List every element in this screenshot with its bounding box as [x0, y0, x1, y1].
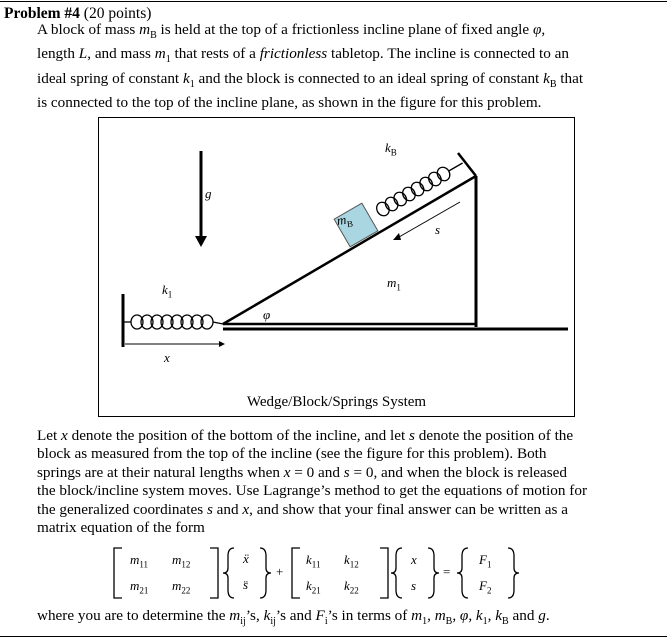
body-line-5: the generalized coordinates s and x, and show that your final answer can be written as a	[37, 500, 568, 518]
equals-sign: =	[443, 564, 451, 579]
body-line-2: block as measured from the top of the incline (see the figure for this problem). Both	[37, 445, 547, 463]
label-s: s	[435, 222, 441, 237]
spring-k1	[123, 315, 223, 329]
matrix-equation	[110, 544, 590, 602]
intro-line-3: ideal spring of constant $k_1$ and the block is connected to an ideal spring of constant $k_B$ that	[37, 69, 584, 90]
problem-body	[37, 427, 661, 537]
problem-intro	[37, 21, 661, 113]
s-displacement-arrow	[393, 202, 460, 240]
body-line-1: Let x denote the position of the bottom of the incline, and let s denote the position of the	[37, 427, 574, 444]
F1-cell: $F_1$	[479, 552, 492, 570]
label-kB: $k_B$	[385, 140, 397, 158]
m11-cell: $m_{11}$	[130, 552, 149, 570]
body-line-4: the block/incline system moves. Use Lagrange’s method to get the equations of motion for	[37, 482, 588, 500]
s-cell: s	[411, 578, 417, 593]
m22-cell: $m_{22}$	[172, 578, 191, 596]
x-displacement-arrow	[125, 341, 225, 347]
top-rule	[0, 1, 667, 2]
problem-number: Problem #4	[4, 5, 80, 22]
xdd-cell: ẍ	[243, 551, 249, 566]
label-x: x	[164, 350, 170, 365]
intro-line-2: length L, and mass $m_1$ that rests of a frictionless tabletop. The incline is connected to an	[37, 45, 569, 66]
label-k1: $k_1$	[162, 282, 173, 300]
problem-points: (20 points)	[83, 5, 152, 22]
intro-line-4: is connected to the top of the incline plane, as shown in the figure for this problem.	[37, 94, 542, 112]
bottom-rule	[0, 636, 667, 637]
plus-sign: +	[276, 564, 284, 579]
label-m1: $m_1$	[387, 275, 401, 293]
figure-drawing	[99, 118, 574, 416]
k21-cell: $k_{21}$	[306, 578, 321, 596]
m12-cell: $m_{12}$	[172, 552, 191, 570]
body-line-3: springs are at their natural lengths when x = 0 and s = 0, and when the block is released	[37, 463, 568, 481]
sdd-cell: s̈	[243, 577, 249, 592]
intro-line-1: A block of mass $m_B$ is held at the top of a frictionless incline plane of fixed angle φ,	[37, 21, 546, 42]
k22-cell: $k_{22}$	[344, 578, 359, 596]
figure-caption: Wedge/Block/Springs System	[246, 394, 427, 410]
x-cell: x	[411, 552, 417, 567]
k11-cell: $k_{11}$	[306, 552, 321, 570]
label-phi: φ	[263, 307, 271, 322]
F2-cell: $F_2$	[479, 578, 492, 596]
m21-cell: $m_{21}$	[130, 578, 149, 596]
k12-cell: $k_{12}$	[344, 552, 359, 570]
body-line-6: matrix equation of the form	[37, 519, 205, 537]
wedge-figure	[98, 117, 575, 417]
label-mB: $m_B$	[335, 211, 354, 230]
closing-line: where you are to determine the $m_{ij}’s$, $k_{ij}’s$ and $F_i’s$ in terms of $m_1$, $m_B$, φ, $k_1$, $k_B$ and g.	[37, 607, 550, 628]
label-g: g	[205, 186, 212, 201]
